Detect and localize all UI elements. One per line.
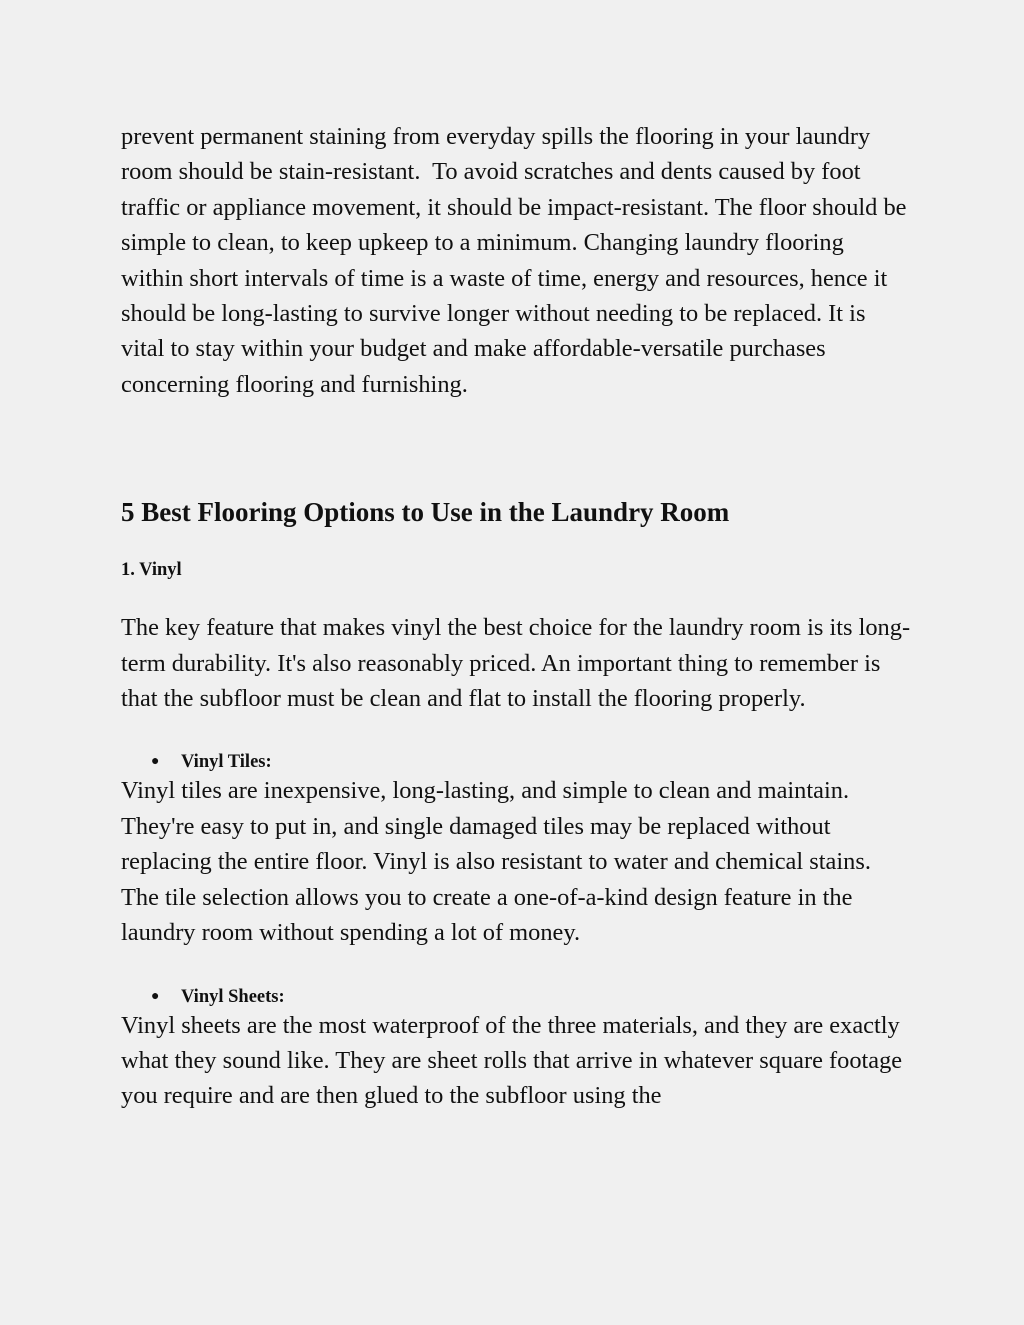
vinyl-heading: 1. Vinyl [121,560,182,581]
document-page [121,119,911,1114]
section-heading: 5 Best Flooring Options to Use in the Laundry Room [121,497,730,528]
bullet-dot-icon: ● [151,988,160,1004]
bullet-vinyl-sheets [121,986,911,1008]
vinyl-paragraph: The key feature that makes vinyl the best choice for the laundry room is its long-term durability. It's also reasonably priced. An important thing to remember is that the subfloor must be clean and flat to install the flooring properly. [121,614,911,713]
vinyl-sheets-paragraph: Vinyl sheets are the most waterproof of the three materials, and they are exactly what they sound like. They are sheet rolls that arrive in whatever square footage you require and are then glued to the subfloor using the [121,1011,909,1110]
vinyl-tiles-paragraph: Vinyl tiles are inexpensive, long-lasting, and simple to clean and maintain. They're easy to put in, and single damaged tiles may be replaced without replacing the entire floor. Vinyl is also resistant to water and chemical stains. The tile selection allows you to create a one-of-a-kind design feature in the laundry room without spending a lot of money. [121,777,877,947]
bullet-label: Vinyl Tiles: [181,752,272,773]
bullet-label: Vinyl Sheets: [181,986,285,1007]
bullet-vinyl-tiles [121,751,911,773]
intro-paragraph: prevent permanent staining from everyday spills the flooring in your laundry room should be stain-resistant. To avoid scratches and dents caused by foot traffic or appliance movement, it should be impact-resistant. The floor should be simple to clean, to keep upkeep to a minimum. Changing laundry flooring within short intervals of time is a waste of time, energy and resources, hence it should be long-lasting to survive longer without needing to be replaced. It is vital to stay within your budget and make affordable-versatile purchases concerning flooring and furnishing. [121,123,913,398]
bullet-dot-icon: ● [151,754,160,770]
